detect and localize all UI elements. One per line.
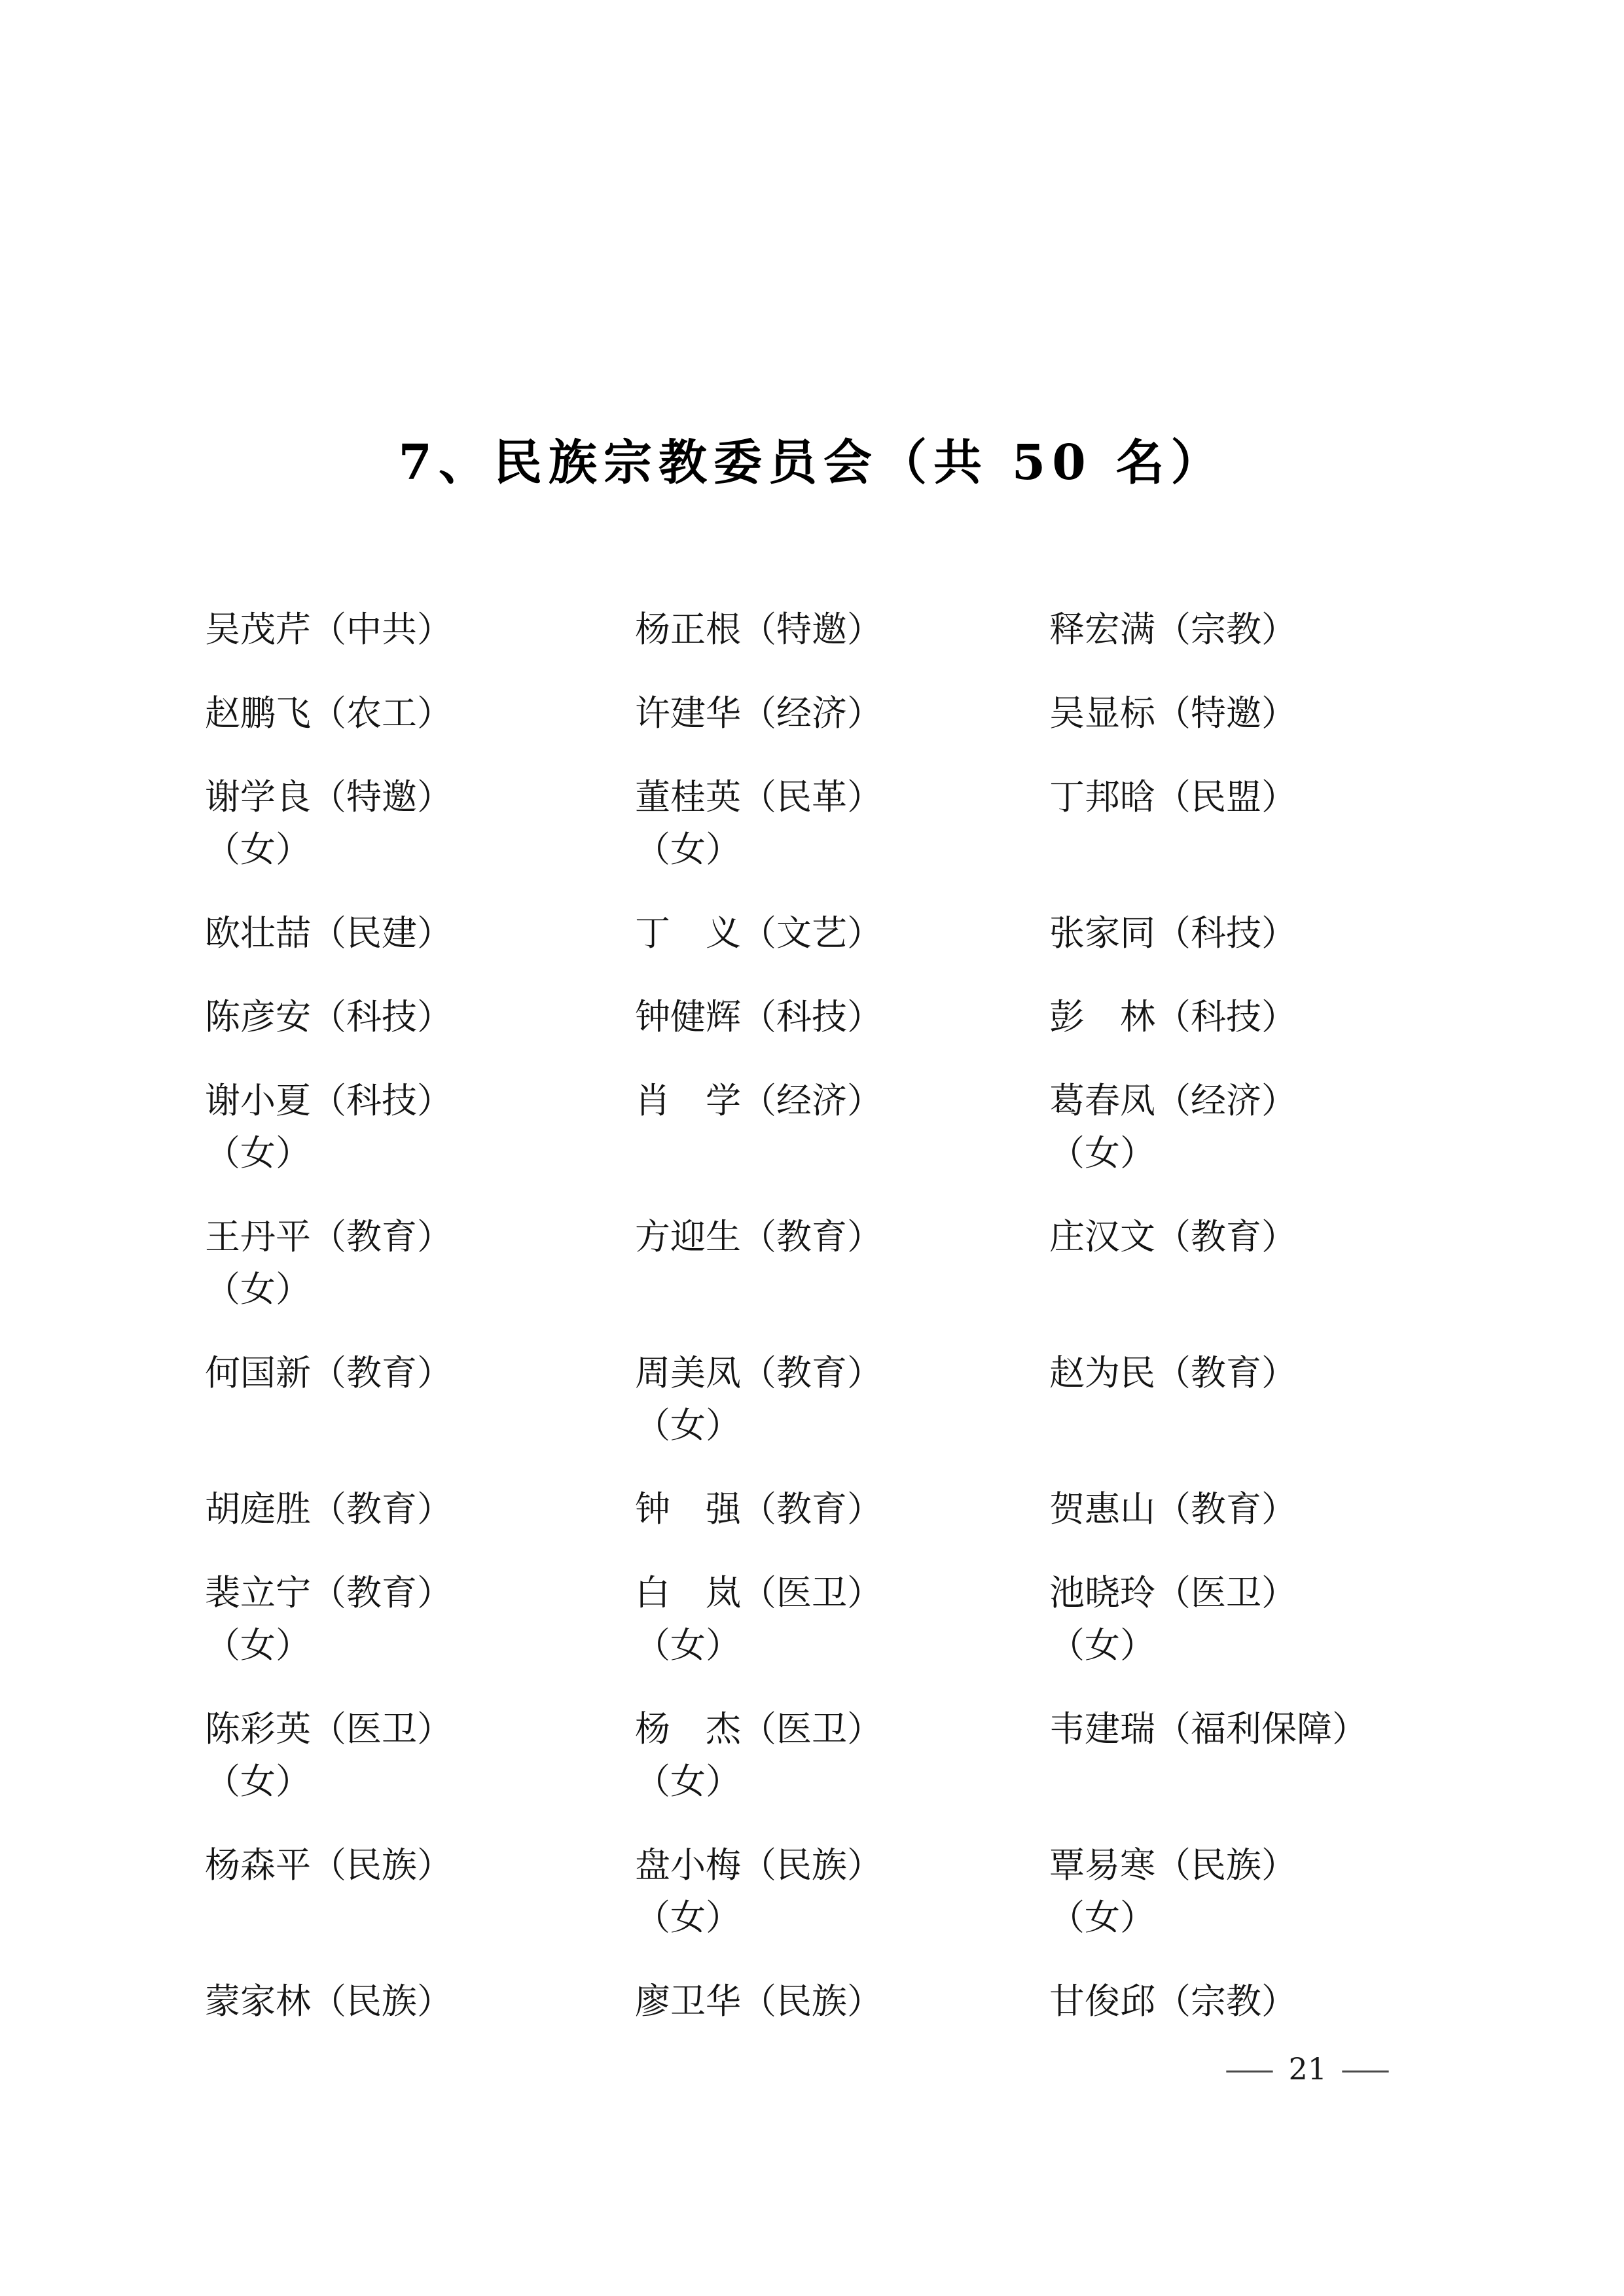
member-name: 释宏满（宗教） bbox=[1049, 609, 1297, 650]
member-name: 陈彩英（医卫） bbox=[205, 1708, 452, 1749]
member-name: 庄汉文（教育） bbox=[1049, 1216, 1297, 1257]
member-cell bbox=[205, 776, 452, 870]
member-cell bbox=[635, 1981, 882, 2022]
female-marker: （女） bbox=[1049, 1624, 1155, 1666]
female-marker: （女） bbox=[635, 829, 741, 870]
member-cell bbox=[205, 996, 452, 1038]
member-name: 谢学良（特邀） bbox=[205, 776, 452, 817]
member-cell bbox=[205, 1708, 452, 1803]
member-name: 丁 义（文艺） bbox=[635, 912, 882, 954]
member-cell bbox=[1049, 609, 1297, 651]
member-name: 王丹平（教育） bbox=[205, 1216, 452, 1257]
member-cell bbox=[635, 1080, 882, 1122]
member-name: 张家同（科技） bbox=[1049, 912, 1297, 954]
member-cell bbox=[635, 1708, 882, 1803]
member-name: 丁邦晗（民盟） bbox=[1049, 776, 1297, 817]
member-name: 钟 强（教育） bbox=[635, 1488, 882, 1530]
female-marker: （女） bbox=[205, 1268, 311, 1310]
member-name: 董桂英（民革） bbox=[635, 776, 882, 817]
member-name: 肖 学（经济） bbox=[635, 1080, 882, 1121]
female-marker: （女） bbox=[1049, 1132, 1155, 1174]
member-cell bbox=[1049, 1488, 1297, 1530]
member-name: 葛春凤（经济） bbox=[1049, 1080, 1297, 1121]
member-name: 欧壮喆（民建） bbox=[205, 912, 452, 954]
member-name: 方迎生（教育） bbox=[635, 1216, 882, 1257]
member-cell bbox=[635, 692, 882, 734]
member-name: 甘俊邱（宗教） bbox=[1049, 1981, 1297, 2022]
member-name: 周美凤（教育） bbox=[635, 1352, 882, 1393]
member-name: 廖卫华（民族） bbox=[635, 1981, 882, 2022]
member-name: 盘小梅（民族） bbox=[635, 1844, 882, 1886]
member-name: 钟健辉（科技） bbox=[635, 996, 882, 1037]
member-cell bbox=[635, 1216, 882, 1258]
member-cell bbox=[1049, 996, 1297, 1038]
member-cell bbox=[1049, 1352, 1297, 1394]
member-name: 胡庭胜（教育） bbox=[205, 1488, 452, 1530]
member-name: 韦建瑞（福利保障） bbox=[1049, 1708, 1367, 1749]
member-cell bbox=[1049, 1844, 1297, 1939]
member-cell bbox=[205, 692, 452, 734]
female-marker: （女） bbox=[205, 829, 311, 870]
member-cell bbox=[1049, 1572, 1297, 1666]
page-number-value: 21 bbox=[1288, 2051, 1327, 2087]
page-number-dash-left: — bbox=[1224, 2051, 1276, 2087]
member-name: 彭 林（科技） bbox=[1049, 996, 1297, 1037]
female-marker: （女） bbox=[635, 1624, 741, 1666]
female-marker: （女） bbox=[635, 1761, 741, 1802]
member-cell bbox=[1049, 692, 1297, 734]
member-name: 覃易寒（民族） bbox=[1049, 1844, 1297, 1886]
member-cell bbox=[1049, 1216, 1297, 1258]
member-cell bbox=[635, 1352, 882, 1446]
member-cell bbox=[205, 912, 452, 954]
page-number-dash-right: — bbox=[1339, 2051, 1392, 2087]
member-cell bbox=[635, 996, 882, 1038]
member-name: 吴茂芹（中共） bbox=[205, 609, 452, 650]
female-marker: （女） bbox=[635, 1405, 741, 1446]
female-marker: （女） bbox=[1049, 1897, 1155, 1938]
page-title: 7、民族宗教委员会（共 50 名） bbox=[398, 435, 1226, 491]
member-name: 许建华（经济） bbox=[635, 692, 882, 734]
page-number bbox=[1224, 2051, 1392, 2087]
member-cell bbox=[635, 776, 882, 870]
member-cell bbox=[205, 1216, 452, 1310]
member-cell bbox=[205, 1080, 452, 1174]
member-name: 杨森平（民族） bbox=[205, 1844, 452, 1886]
member-cell bbox=[205, 1488, 452, 1530]
member-cell bbox=[1049, 1708, 1367, 1750]
member-cell bbox=[1049, 1981, 1297, 2022]
member-name: 吴显标（特邀） bbox=[1049, 692, 1297, 734]
member-cell bbox=[205, 1981, 452, 2022]
member-cell bbox=[635, 1844, 882, 1939]
member-cell bbox=[635, 1572, 882, 1666]
member-cell bbox=[205, 1572, 452, 1666]
member-cell bbox=[205, 609, 452, 651]
member-name: 陈彦安（科技） bbox=[205, 996, 452, 1037]
female-marker: （女） bbox=[205, 1132, 311, 1174]
female-marker: （女） bbox=[205, 1624, 311, 1666]
member-name: 池晓玲（医卫） bbox=[1049, 1572, 1297, 1613]
member-cell bbox=[635, 1488, 882, 1530]
member-cell bbox=[635, 609, 882, 651]
member-name: 谢小夏（科技） bbox=[205, 1080, 452, 1121]
female-marker: （女） bbox=[205, 1761, 311, 1802]
member-name: 杨正根（特邀） bbox=[635, 609, 882, 650]
member-name: 何国新（教育） bbox=[205, 1352, 452, 1393]
member-cell bbox=[1049, 776, 1297, 818]
member-cell bbox=[1049, 912, 1297, 954]
member-cell bbox=[205, 1352, 452, 1394]
female-marker: （女） bbox=[635, 1897, 741, 1938]
member-name: 赵为民（教育） bbox=[1049, 1352, 1297, 1393]
member-name: 蒙家林（民族） bbox=[205, 1981, 452, 2022]
member-name: 贺惠山（教育） bbox=[1049, 1488, 1297, 1530]
member-name: 赵鹏飞（农工） bbox=[205, 692, 452, 734]
member-name: 杨 杰（医卫） bbox=[635, 1708, 882, 1749]
member-cell bbox=[1049, 1080, 1297, 1174]
member-name: 白 岚（医卫） bbox=[635, 1572, 882, 1613]
member-name: 裴立宁（教育） bbox=[205, 1572, 452, 1613]
member-cell bbox=[635, 912, 882, 954]
member-cell bbox=[205, 1844, 452, 1886]
